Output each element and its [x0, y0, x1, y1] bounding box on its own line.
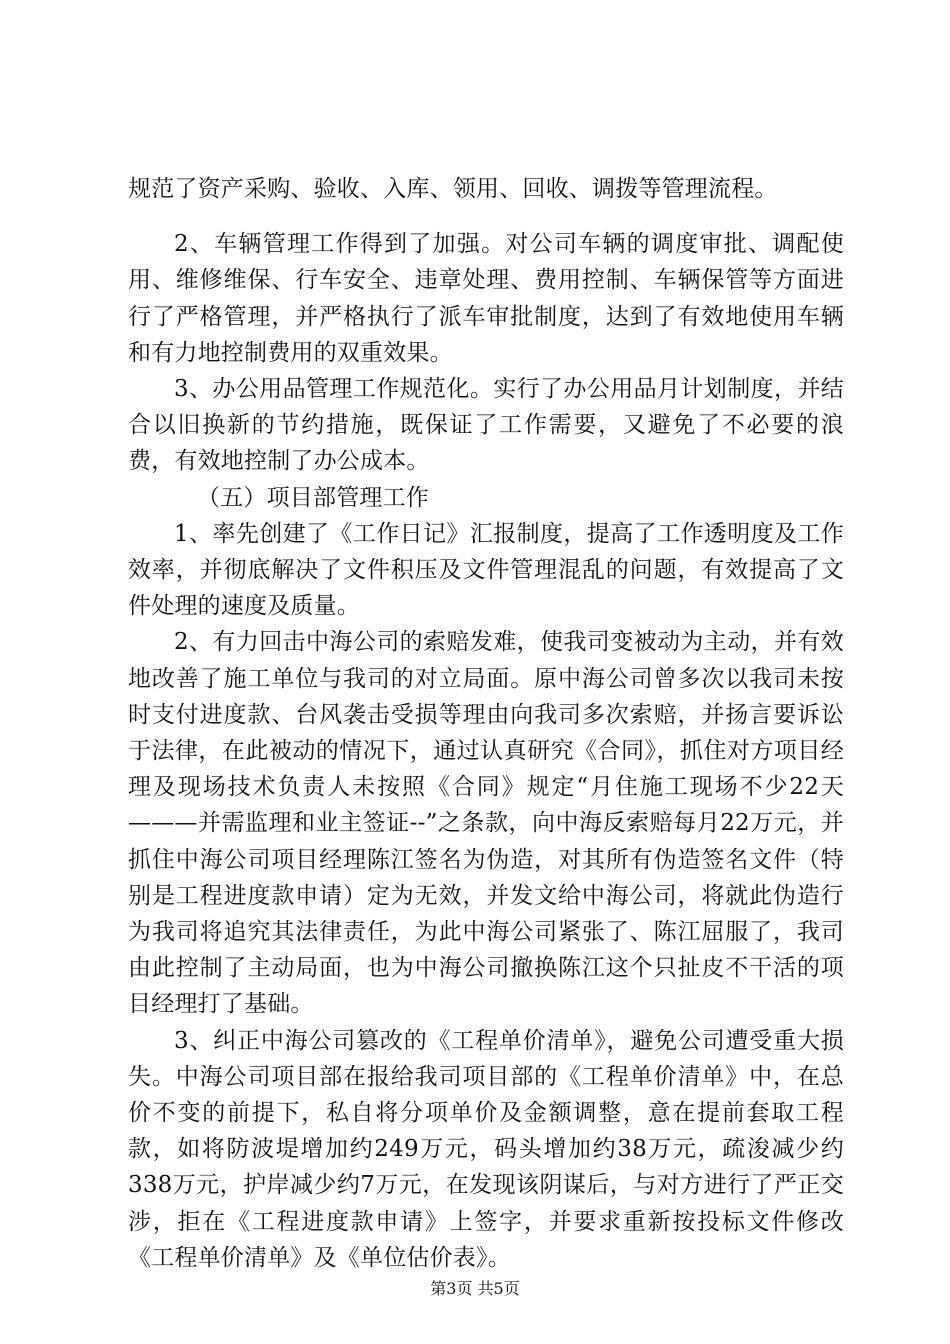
paragraph-vehicle-management: 2、车辆管理工作得到了加强。对公司车辆的调度审批、调配使用、维修维保、行车安全、违章处理、费用控制、车辆保管等方面进行了严格管理，并严格执行了派车审批制度，达到了有效地使用车辆和有力地控制费用的双重效果。 [128, 231, 844, 366]
paragraph-asset-process: 规范了资产采购、验收、入库、领用、回收、调拨等管理流程。 [128, 176, 778, 202]
paragraph-office-supplies: 3、办公用品管理工作规范化。实行了办公用品月计划制度，并结合以旧换新的节约措施，既保证了工作需要，又避免了不必要的浪费，有效地控制了办公成本。 [128, 376, 844, 475]
paragraph-work-diary: 1、率先创建了《工作日记》汇报制度，提高了工作透明度及工作效率，并彻底解决了文件积压及文件管理混乱的问题，有效提高了文件处理的速度及质量。 [128, 520, 844, 620]
section-heading-project-dept: （五）项目部管理工作 [197, 484, 429, 511]
document-body [128, 171, 844, 1276]
paragraph-claim-counter: 2、有力回击中海公司的索赔发难，使我司变被动为主动，并有效地改善了施工单位与我司的对立局面。原中海公司曾多次以我司未按时支付进度款、台风袭击受损等理由向我司多次索赔，并扬言要诉讼于法律，在此被动的情况下，通过认真研究《合同》，抓住对方项目经理及现场技术负责人未按照《合同》规定“月住施工现场不少22天———并需监理和业主签证--”之条款，向中海反索赔每月22万元，并抓住中海公司项目经理陈江签名为伪造，对其所有伪造签名文件（特别是工程进度款申请）定为无效，并发文给中海公司，将就此伪造行为我司将追究其法律责任，为此中海公司紧张了、陈江屈服了，我司由此控制了主动局面，也为中海公司撤换陈江这个只扯皮不干活的项目经理打了基础。 [128, 629, 844, 1018]
paragraph-price-list: 3、纠正中海公司篡改的《工程单价清单》，避免公司遭受重大损失。中海公司项目部在报给我司项目部的《工程单价清单》中，在总价不变的前提下，私自将分项单价及金额调整，意在提前套取工程款，如将防波堤增加约249万元，码头增加约38万元，疏浚减少约338万元，护岸减少约7万元，在发现该阴谋后，与对方进行了严正交涉，拒在《工程进度款申请》上签字，并要求重新按投标文件修改《工程单价清单》及《单位估价表》。 [128, 1027, 844, 1271]
page-footer: 第3页 共5页 [430, 1279, 520, 1298]
